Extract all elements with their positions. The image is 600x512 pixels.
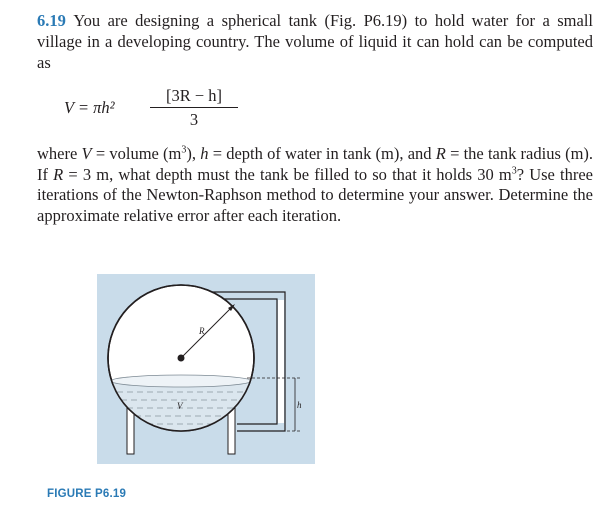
body-text: = the tank radius (m). If (37, 144, 594, 184)
figure-caption: FIGURE P6.19 (47, 488, 127, 500)
body-text: where (37, 144, 78, 163)
problem-statement (37, 10, 593, 73)
pipe-channel (278, 300, 284, 423)
body-text: = 3 m, what depth must the tank be filled to so that it holds 30 m (68, 164, 512, 184)
label-V: V (177, 401, 183, 411)
body-text: = depth of water in tank (m), and (212, 144, 432, 163)
symbol-h: h (200, 144, 209, 163)
label-R: R (199, 326, 205, 336)
symbol-R: R (53, 164, 64, 184)
tank-diagram (97, 274, 315, 464)
problem-body (37, 144, 593, 226)
volume-equation (64, 86, 284, 130)
body-text: ), (186, 144, 197, 163)
problem-number: 6.19 (37, 11, 66, 30)
problem-intro: You are designing a spherical tank (Fig. P6.19) to hold water for a small village in a developing country. The volume of liquid it can hold can be computed as (37, 11, 594, 72)
body-text: ? Use three iterations of the Newton-Raphson method to determine your answer. Determine the approximate relative error after each iteration. (37, 164, 593, 225)
symbol-R: R (435, 144, 446, 163)
equation-numerator: [3R − h] (150, 86, 238, 108)
superscript: 3 (511, 165, 517, 176)
body-text: = volume (m (95, 144, 182, 163)
equation-denominator: 3 (189, 110, 199, 129)
label-h: h (297, 400, 302, 410)
symbol-V: V (81, 144, 92, 163)
superscript: 3 (181, 144, 187, 156)
spherical-tank-figure (97, 274, 315, 464)
equation-lhs: V = πh² (64, 98, 115, 117)
equation-fraction (150, 86, 238, 130)
